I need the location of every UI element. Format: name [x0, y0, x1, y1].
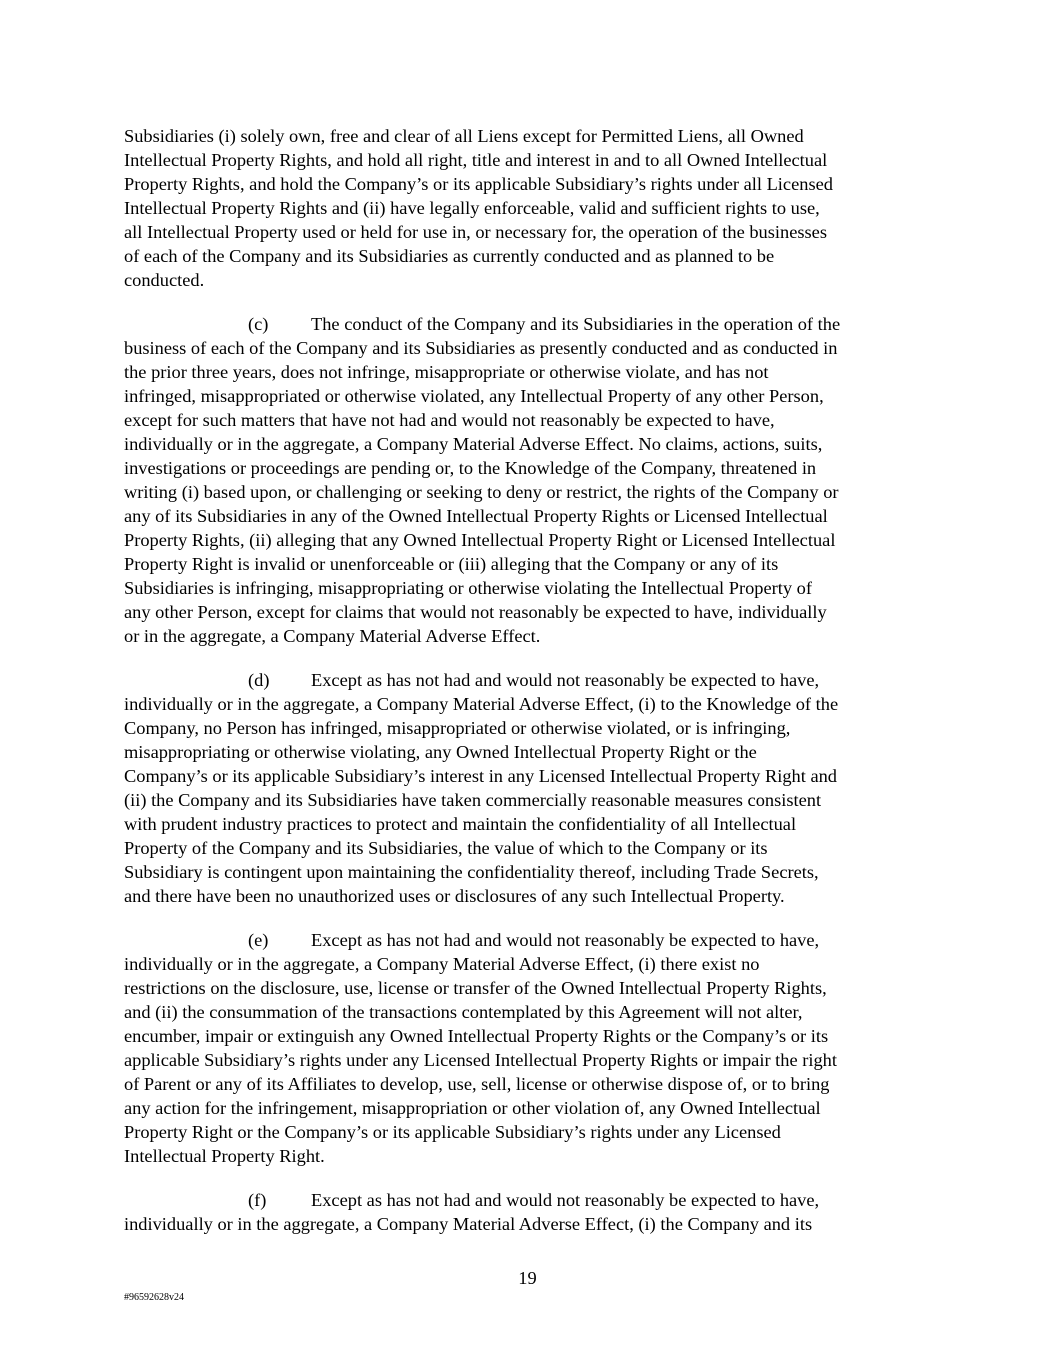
- paragraph-text: Subsidiaries (i) solely own, free and clear of all Liens except for Permitted Liens, all Owned Intellectual Property Rights, and hold all right, title and interest in and to all Owned Intellectual Property Rights, and hold the Company’s or its applicable Subsidiary’s rights under all Licensed Intellectual Property Rights and (ii) have legally enforceable, valid and sufficient rights to use, all Intellectual Property used or held for use in, or necessary for, the operation of the businesses of each of the Company and its Subsidiaries as currently conducted and as planned to be conducted.: [124, 126, 833, 290]
- paragraph-c: [124, 312, 944, 648]
- paragraph-label: (f): [248, 1190, 267, 1210]
- paragraph-continuation: [124, 124, 944, 292]
- paragraph-d: [124, 668, 944, 908]
- paragraph-text: Except as has not had and would not reasonably be expected to have, individually or in the aggregate, a Company Material Adverse Effect, (i) to the Knowledge of the Company, no Person has infringed, misappropriated or otherwise violated, or is infringing, misappropriating or otherwise violating, any Owned Intellectual Property Right or the Company’s or its applicable Subsidiary’s interest in any Licensed Intellectual Property Right and (ii) the Company and its Subsidiaries have taken commercially reasonable measures consistent with prudent industry practices to protect and maintain the confidentiality of all Intellectual Property of the Company and its Subsidiaries, the value of which to the Company or its Subsidiary is contingent upon maintaining the confidentiality thereof, including Trade Secrets, and there have been no unauthorized uses or disclosures of any such Intellectual Property.: [124, 670, 839, 906]
- paragraph-text: Except as has not had and would not reasonably be expected to have, individually or in the aggregate, a Company Material Adverse Effect, (i) there exist no restrictions on the disclosure, use, license or transfer of the Owned Intellectual Property Rights, and (ii) the consummation of the transactions contemplated by this Agreement will not alter, encumber, impair or extinguish any Owned Intellectual Property Rights or the Company’s or its applicable Subsidiary’s rights under any Licensed Intellectual Property Rights or impair the right of Parent or any of its Affiliates to develop, use, sell, license or otherwise dispose of, or to bring any action for the infringement, misappropriation or other violation of, any Owned Intellectual Property Right or the Company’s or its applicable Subsidiary’s rights under any Licensed Intellectual Property Right.: [124, 930, 837, 1166]
- paragraph-label: (e): [248, 930, 269, 950]
- paragraph-label: (d): [248, 670, 270, 690]
- paragraph-f: [124, 1188, 944, 1236]
- paragraph-e: [124, 928, 944, 1168]
- paragraph-text: The conduct of the Company and its Subsidiaries in the operation of the business of each of the Company and its Subsidiaries as presently conducted and as conducted in the prior three years, does not infringe, misappropriate or otherwise violate, and has not infringed, misappropriated or otherwise violated, any Intellectual Property of any other Person, except for such matters that have not had and would not reasonably be expected to have, individually or in the aggregate, a Company Material Adverse Effect. No claims, actions, suits, investigations or proceedings are pending or, to the Knowledge of the Company, threatened in writing (i) based upon, or challenging or seeking to deny or restrict, the rights of the Company or any of its Subsidiaries in any of the Owned Intellectual Property Rights or Licensed Intellectual Property Rights, (ii) alleging that any Owned Intellectual Property Right or Licensed Intellectual Property Right is invalid or unenforceable or (iii) alleging that the Company or any of its Subsidiaries is infringing, misappropriating or otherwise violating the Intellectual Property of any other Person, except for claims that would not reasonably be expected to have, individually or in the aggregate, a Company Material Adverse Effect.: [124, 314, 841, 646]
- document-id: #96592628v24: [124, 1292, 184, 1303]
- paragraph-text: Except as has not had and would not reasonably be expected to have, individually or in the aggregate, a Company Material Adverse Effect, (i) the Company and its: [124, 1190, 820, 1234]
- document-body: [124, 124, 944, 1256]
- page-number: 19: [518, 1268, 537, 1288]
- paragraph-label: (c): [248, 314, 269, 334]
